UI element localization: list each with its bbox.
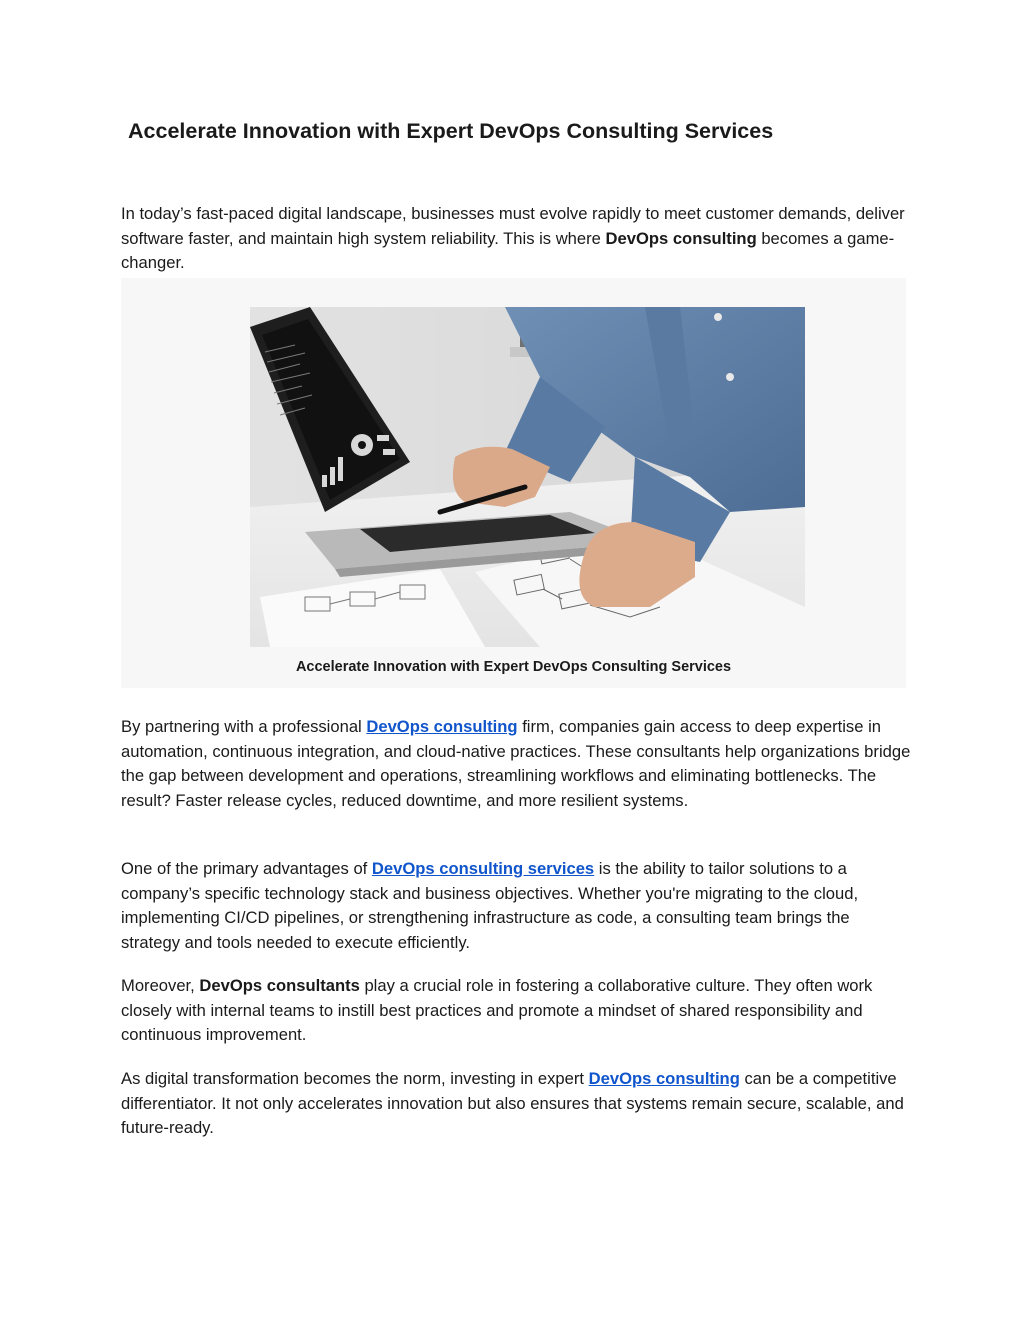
p2-text-end: firm, companies gain access to deep expertise in automation, continuous integration, and cloud-native practices. These consultants help organizations bridge the gap between development and operations, streamlining workflows and eliminating bottlenecks. The result? Faster release cycles, reduced downtime, and more resilient systems. [121,717,911,810]
laptop-photo [250,307,805,647]
intro-text-start: In today’s fast-paced digital landscape, businesses must evolve rapidly to meet customer demands, deliver software faster, and maintain high system reliability. This is where [121,204,905,248]
p4-text-end: play a crucial role in fostering a collaborative culture. They often work closely with internal teams to instill best practices and promote a mindset of shared responsibility and continuous improvement. [121,976,873,1044]
paragraph-partnering [121,715,911,813]
p4-bold-devops-consultants: DevOps consultants [199,976,360,995]
p5-text-end: can be a competitive differentiator. It not only accelerates innovation but also ensures that systems remain secure, scalable, and future-ready. [121,1069,904,1137]
p5-text-start: As digital transformation becomes the norm, investing in expert [121,1069,589,1088]
p2-text-start: By partnering with a professional [121,717,367,736]
figure-caption: Accelerate Innovation with Expert DevOps Consulting Services [295,659,732,675]
paragraph-culture [121,974,911,1048]
p4-text-start: Moreover, [121,976,200,995]
p3-text-end: is the ability to tailor solutions to a company’s specific technology stack and business objectives. Whether you're migrating to the cloud, implementing CI/CD pipelines, or strengthening infrastructure as code, a consulting team brings the strategy and tools needed to execute efficiently. [121,859,859,952]
devops-consulting-link[interactable]: DevOps consulting [366,717,518,736]
hero-figure [121,278,906,688]
intro-text-end: becomes a game-changer. [121,228,895,272]
page-title: Accelerate Innovation with Expert DevOps Consulting Services [128,119,774,143]
paragraph-advantages [121,857,911,955]
devops-consulting-link-2[interactable]: DevOps consulting [588,1069,740,1088]
intro-paragraph [121,202,911,276]
paragraph-transformation [121,1067,911,1141]
intro-bold-devops-consulting: DevOps consulting [605,228,757,248]
p3-text-start: One of the primary advantages of [121,859,372,878]
devops-consulting-services-link[interactable]: DevOps consulting services [371,859,595,878]
